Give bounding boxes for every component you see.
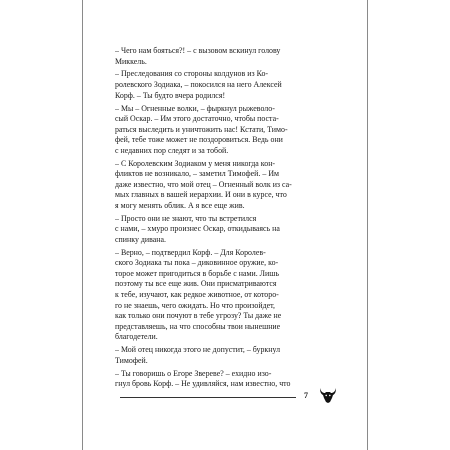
text-line: Корф. – Ты будто вчера родился!: [115, 90, 226, 100]
text-line: го не знаешь, чего ожидать. Но что произойдет,: [115, 300, 276, 310]
body-text: [115, 46, 337, 392]
text-line: ского Зодиака ты пока – диковинное оружие, ко-: [115, 258, 279, 268]
text-line: фей, тебе тоже может не поздоровиться. Ведь они: [115, 135, 283, 145]
footer-rule: [120, 397, 296, 398]
text-line: – Мы – Огненные волки, – фыркнул рыжеволо-: [115, 103, 275, 113]
text-line: – Верно, – подтвердил Корф. – Для Королев-: [115, 247, 266, 257]
text-line: Миккель.: [115, 56, 147, 66]
paragraph-2: [115, 69, 337, 101]
text-line: – С Королевским Зодиаком у меня никогда кон-: [115, 158, 276, 168]
text-line: поэтому ты все еще жив. Они присматриваются: [115, 279, 277, 289]
text-line: даже известно, что мой отец – Огненный волк из са-: [115, 179, 292, 189]
text-line: как только они почуют в тебе угрозу? Ты даже не: [115, 311, 282, 321]
text-line: к тебе, изучают, как редкое животное, от которо-: [115, 289, 279, 299]
text-line: фликтов не возникало, – заметил Тимофей. – Им: [115, 169, 280, 179]
text-line: сый Оскар. – Им этого достаточно, чтобы поста-: [115, 114, 279, 124]
paragraph-4: [115, 159, 337, 212]
text-line: – Ты говоришь о Егоре Звереве? – ехидно изо-: [115, 368, 272, 378]
bull-head-icon: [318, 385, 338, 405]
paragraph-1: [115, 46, 337, 67]
text-line: раться выследить и уничтожить нас! Кстати, Тимо-: [115, 124, 288, 134]
text-line: с нами, – хмуро произнес Оскар, откидываясь на: [115, 224, 280, 234]
paragraph-5: [115, 214, 337, 246]
text-line: гнул бровь Корф. – Не удивляйся, нам известно, что: [115, 379, 291, 389]
text-line: – Преследования со стороны колдунов из Ко-: [115, 69, 269, 79]
paragraph-8: [115, 369, 337, 390]
text-line: ролевского Зодиака, – покосился на него Алексей: [115, 80, 282, 90]
text-line: мых главных в вашей иерархии. И они в курсе, что: [115, 190, 287, 200]
paragraph-3: [115, 104, 337, 157]
text-line: – Мой отец никогда этого не допустит, – буркнул: [115, 345, 281, 355]
text-line: представляешь, на что способны твои нынешние: [115, 321, 281, 331]
page-number: 7: [304, 391, 308, 400]
text-line: благодетели.: [115, 332, 158, 342]
text-line: с недавних пор следят и за тобой.: [115, 145, 229, 155]
text-line: торое может пригодиться в борьбе с нами. Лишь: [115, 268, 279, 278]
text-line: Тимофей.: [115, 355, 148, 365]
paragraph-7: [115, 345, 337, 366]
text-line: – Просто они не знают, что ты встретился: [115, 213, 257, 223]
text-line: спинку дивана.: [115, 234, 167, 244]
text-line: я могу менять облик. А я все еще жив.: [115, 200, 245, 210]
text-line: – Чего нам бояться?! – с вызовом вскинул голову: [115, 46, 281, 55]
paragraph-6: [115, 248, 337, 343]
